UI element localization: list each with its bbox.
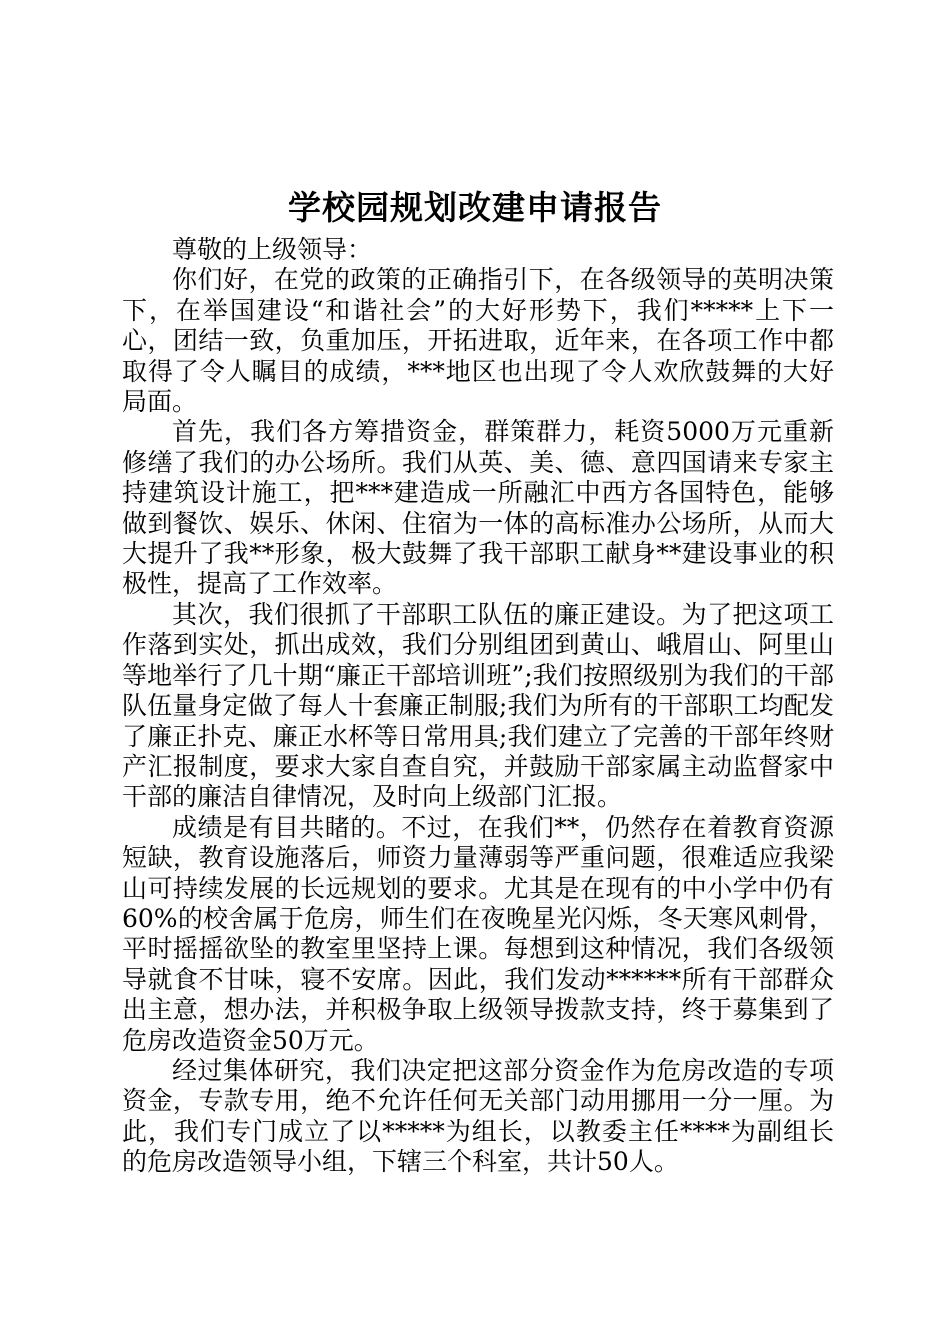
document-title: 学校园规划改建申请报告 [288, 188, 662, 227]
paragraph-greeting: 你们好，在党的政策的正确指引下，在各级领导的英明决策下，在举国建设“和谐社会”的大好形势下，我们*****上下一心，团结一致，负重加压，开拓进取，近年来，在各项工作中都取得了令人瞩目的成绩，***地区也出现了令人欢欣鼓舞的大好局面。 [122, 265, 834, 417]
paragraph-fund-usage: 经过集体研究，我们决定把这部分资金作为危房改造的专项资金，专款专用，绝不允许任何无关部门动用挪用一分一厘。为此，我们专门成立了以*****为组长，以教委主任****为副组长的危房改造领导小组，下辖三个科室，共计50人。 [122, 1055, 834, 1177]
paragraph-school-problems: 成绩是有目共睹的。不过，在我们**，仍然存在着教育资源短缺，教育设施落后，师资力量薄弱等严重问题，很难适应我梁山可持续发展的长远规划的要求。尤其是在现有的中小学中仍有60%的校舍属于危房，师生们在夜晚星光闪烁，冬天寒风刺骨，平时摇摇欲坠的教室里坚持上课。每想到这种情况，我们各级领导就食不甘味，寝不安席。因此，我们发动******所有干部群众出主意，想办法，并积极争取上级领导拨款支持，终于募集到了危房改造资金50万元。 [122, 812, 834, 1055]
paragraph-integrity-building: 其次，我们很抓了干部职工队伍的廉正建设。为了把这项工作落到实处，抓出成效，我们分别组团到黄山、峨眉山、阿里山等地举行了几十期“廉正干部培训班”;我们按照级别为我们的干部队伍量身定做了每人十套廉正制服;我们为所有的干部职工均配发了廉正扑克、廉正水杯等日常用具;我们建立了完善的干部年终财产汇报制度，要求大家自查自究，并鼓励干部家属主动监督家中干部的廉洁自律情况，及时向上级部门汇报。 [122, 599, 834, 812]
salutation: 尊敬的上级领导： [172, 235, 373, 264]
document-body [122, 235, 834, 1178]
paragraph-office-renovation: 首先，我们各方筹措资金，群策群力，耗资5000万元重新修缮了我们的办公场所。我们从英、美、德、意四国请来专家主持建筑设计施工，把***建造成一所融汇中西方各国特色，能够做到餐饮、娱乐、休闲、住宿为一体的高标准办公场所，从而大大提升了我**形象，极大鼓舞了我干部职工献身**建设事业的积极性，提高了工作效率。 [122, 417, 834, 599]
